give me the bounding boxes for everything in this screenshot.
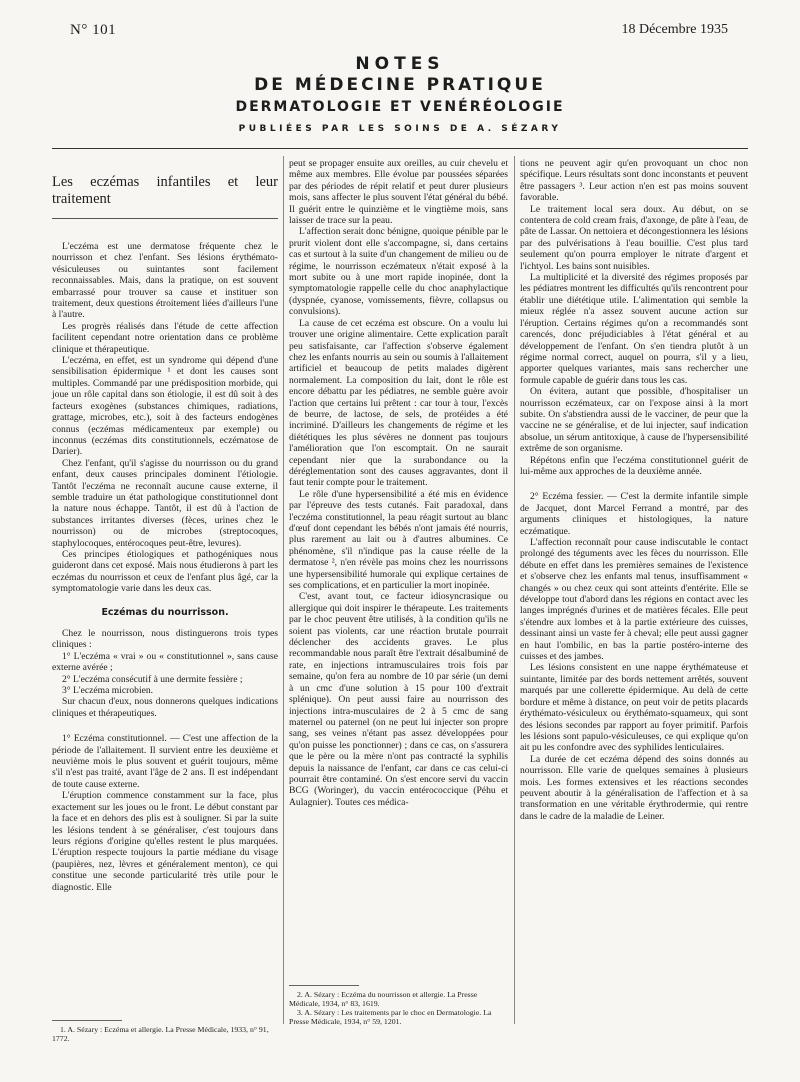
paragraph: Les progrès réalisés dans l'étude de cette affection facilitent cependant notre orientation dans ce problème clinique et thérapeutique.	[52, 320, 278, 355]
paragraph: La cause de cet eczéma est obscure. On a voulu lui trouver une origine alimentaire. Cette explication paraît peu satisfaisante, car l'affection s'observe également chez les enfants nourris au sein ou soumis à l'allaitement artificiel et beaucoup de petits malades digèrent normalement. La composition du lait, dont le rôle est encore débattu par les pédiatres, ne semble guère avoir l'action que certains lui prêtent : car tour à tour, l'excès de beurre, de lactose, de sels, de protéides a été incriminé. D'ailleurs les changements de régime et les diététiques les plus sévères ne donnent pas toujours l'amélioration que l'on escomptait. On ne saurait cependant nier que la surabondance ou la déréglementation sont des causes aggravantes, dont il faut tenir compte pour le traitement.	[289, 317, 508, 489]
paragraph: Chez l'enfant, qu'il s'agisse du nourrisson ou du grand enfant, deux causes principales dominent l'étiologie. Tantôt l'eczéma ne reconnaît aucune cause externe, il semble traduire un état pathologique constitutionnel dont la nature nous échappe. Tantôt, il est dû à l'action de substances irritantes diverses (fèces, urines chez le nourrisson) ou de microbes (streptocoques, staphylocoques, entérocoques peut-être, levures).	[52, 457, 278, 549]
masthead-line-1: NOTES	[355, 54, 445, 74]
issue-number: N° 101	[70, 22, 117, 38]
issue-date: 18 Décembre 1935	[621, 22, 728, 37]
column-3	[520, 158, 748, 822]
paragraph: Répétons enfin que l'eczéma constitutionnel guérit de lui-même aux approches de la deuxième année.	[520, 454, 748, 477]
column-divider-2	[514, 156, 515, 1024]
masthead-line-4: PUBLIÉES PAR LES SOINS DE A. SÉZARY	[238, 124, 562, 134]
paragraph: Le traitement local sera doux. Au début, on se contentera de cold cream frais, d'axonge, de pâte à l'eau, de pâte de Lassar. On nettoiera et décongestionnera les lésions par des pulvérisations à l'eau bouillie. C'est plus tard seulement qu'on pourra employer le nitrate d'argent et l'ichtyol. Les bains sont nuisibles.	[520, 203, 748, 272]
column-divider-1	[283, 156, 284, 1024]
paragraph: Le rôle d'une hypersensibilité a été mis en évidence par l'épreuve des tests cutanés. Fait paradoxal, dans l'eczéma constitutionnel, la peau réagit surtout au blanc d'œuf dont cependant les bébés n'ont jamais été nourris, plus rarement au lait ou à d'autres albumines. Ce phénomène, s'il n'indique pas la cause réelle de la dermatose ², n'en révèle pas moins chez les nourrissons une hypersensibilité humorale qui explique certaines de ses complications, et en particulier la mort inopinée.	[289, 488, 508, 592]
header-rule	[52, 148, 748, 149]
footnotes-column-1	[52, 1020, 278, 1043]
masthead-line-3: DERMATOLOGIE ET VENÉRÉOLOGIE	[235, 99, 565, 115]
list-item: 2° L'eczéma consécutif à une dermite fessière ;	[62, 673, 243, 685]
footnote-2: 2. A. Sézary : Eczéma du nourrisson et allergie. La Presse Médicale, 1934, n° 83, 1619.	[289, 990, 478, 1008]
list-item: 1° L'eczéma « vrai » ou « constitutionnel », sans cause externe avérée ;	[52, 650, 278, 674]
paragraph: Ces principes étiologiques et pathogéniques nous guideront dans cet exposé. Mais nous étudierons à part les eczémas du nourrisson et ceux de l'enfant plus âgé, car la symptomatologie varie dans les deux cas.	[52, 548, 278, 595]
footnote-rule	[52, 1020, 122, 1021]
paragraph: On évitera, autant que possible, d'hospitaliser un nourrisson eczémateux, car on l'expose ainsi à la mort subite. On s'abstiendra aussi de le vacciner, de peur que la vaccine ne se généralise, et de lui injecter, sauf indication absolue, un sérum antitoxique, à cause de l'hypersensibilité extrême de son organisme.	[520, 386, 748, 455]
title-rule	[52, 218, 278, 219]
footnote-rule	[289, 985, 359, 986]
masthead	[0, 54, 800, 138]
paragraph: Chez le nourrisson, nous distinguerons trois types cliniques :	[52, 628, 278, 651]
footnote-3: 3. A. Sézary : Les traitements par le choc en Dermatologie. La Presse Médicale, 1934, n° 59, 1201.	[289, 1008, 492, 1026]
paragraph: peut se propager ensuite aux oreilles, au cuir chevelu et même aux membres. Elle évolue par poussées séparées par des périodes de répit relatif et peut durer plusieurs mois, sans affecter le plus souvent l'état général du bébé. Il guérit entre le quinzième et le vingtième mois, sans laisser de trace sur la peau.	[289, 158, 508, 227]
column-1	[52, 174, 278, 893]
paragraph: 1° Eczéma constitutionnel. — C'est une affection de la période de l'allaitement. Il survient entre les deuxième et neuvième mois le plus souvent et guérit toujours, même s'il n'est pas traité, avant l'âge de 2 ans. Il est indépendant de toute cause externe.	[52, 733, 278, 790]
paragraph: tions ne peuvent agir qu'en provoquant un choc non spécifique. Leurs résultats sont donc inconstants et peuvent être passagers ³. Leur action n'en est pas moins souvent favorable.	[520, 158, 748, 204]
paragraph: La multiplicité et la diversité des régimes proposés par les pédiatres montrent les difficultés qu'ils rencontrent pour établir une diététique utile. L'alimentation qui semble la mieux réglée n'a assez souvent aucune action sur l'éruption. Certains régimes qu'on a recommandés sont carencés, donc préjudiciables à l'état général et au développement de l'enfant. On s'en tiendra plutôt à un régime normal correct, auquel on pourra, s'il y a lieu, apporter quelques variantes, mais sans rechercher une formule capable de guérir dans tous les cas.	[520, 272, 748, 386]
paragraph: C'est, avant tout, ce facteur idiosyncrasique ou allergique qui doit inspirer le thérapeute. Les traitements par le choc peuvent être utilisés, à la condition qu'ils ne soient pas violents, car une réaction brutale pourrait déclencher des accidents graves. Le plus recommandable nous paraît être l'extrait désalbuminé de rate, en injections intramusculaires trois fois par semaine, qu'on fera au nombre de 10 par série (un demi à un cmc d'une solution à 15 pour 100 d'extrait splénique). On peut aussi faire au nourrisson des injections intra-musculaires de 2 à 5 cmc de sang maternel ou paternel (on ne peut lui injecter son propre sang, ses veines n'étant pas assez développées pour qu'on puisse les ponctionner) ; dans ce cas, on s'assurera que le père ou la mère n'ont pas contracté la syphilis depuis la naissance de l'enfant, car dans ce cas celui-ci pourrait être contaminé. On s'est encore servi du vaccin BCG (Woringer), du vaccin entérococcique (Péhu et Aulagnier). Toutes ces médica-	[289, 591, 508, 808]
paragraph: L'éruption commence constamment sur la face, plus exactement sur les joues ou le front. Le début constant par la face et en dehors des plis est à souligner. Si par la suite les lésions tendent à se généraliser, c'est toujours dans leurs régions d'origine qu'elles restent le plus marquées. L'éruption respecte toujours la partie médiane du visage (paupières, nez, lèvres et généralement menton), ce qui constitue une seconde particularité très utile pour le diagnostic. Elle	[52, 790, 278, 893]
article-title: Les eczémas infantiles et leur traitement	[52, 174, 278, 207]
paragraph: L'eczéma, en effet, est un syndrome qui dépend d'une sensibilisation épidermique ¹ et dont les causes sont multiples. Commandé par une prédisposition morbide, qui joue un rôle capital dans son étiologie, il est dû soit à des facteurs exogènes (substances chimiques, radiations, grattage, microbes, etc.), soit à des facteurs endogènes connus (eczémas médicamenteux par exemple) ou inconnus (eczémas dits constitutionnels, eczématose de Darier).	[52, 355, 278, 458]
paragraph: L'affection reconnaît pour cause indiscutable le contact prolongé des téguments avec les fèces du nourrisson. Elle débute en effet dans les premières semaines de l'existence et s'observe chez les enfants mal tenus, insuffisamment « changés » ou chez ceux qui sont atteints d'entérite. Elle se développe tout d'abord dans les régions en contact avec les langes imprégnés d'urines et de matières fécales. Elle peut s'étendre aux lombes et à la partie extérieure des cuisses, dessinant ainsi un vaste fer à cheval; elle peut aussi gagner en haut l'ombilic, en bas la partie postéro-interne des cuisses et des jambes.	[520, 537, 748, 663]
paragraph: L'affection serait donc bénigne, quoique pénible par le prurit violent dont elle s'accompagne, si, dans certains cas et surtout à la suite d'un changement de milieu ou de régime, le nourrisson eczémateux n'était exposé à la mort subite ou à une mort rapide inopinée, dont la symptomatologie rappelle celle du choc anaphylactique (dyspnée, cyanose, vomissements, fièvre, collapsus ou convulsions).	[289, 226, 508, 318]
section-heading: Eczémas du nourrisson.	[101, 606, 229, 618]
paragraph: La durée de cet eczéma dépend des soins donnés au nourrisson. Elle varie de quelques semaines à plusieurs mois. Les formes extensives et les réactions secondes peuvent aboutir à la généralisation de l'affection et à sa transformation en une véritable érythrodermie, qui rentre dans le cadre de la maladie de Leiner.	[520, 753, 748, 822]
paragraph: Sur chacun d'eux, nous donnerons quelques indications cliniques et thérapeutiques.	[52, 696, 278, 719]
paragraph: Les lésions consistent en une nappe érythémateuse et suintante, limitée par des bords nettement arrêtés, souvent marqués par une collerette épidermique. Au delà de cette bordure et même à distance, on peut voir de petits placards érythémato-vésiculeux ou érythémato-squameux, qui sont des lésions secondes par rapport au foyer primitif. Parfois les lésions sont papulo-vésiculeuses, ce qui explique qu'on ait pu les confondre avec des syphilides lenticulaires.	[520, 662, 748, 754]
column-2	[289, 158, 508, 808]
footnotes-column-2	[289, 985, 508, 1026]
list-item: 3° L'eczéma microbien.	[62, 685, 154, 697]
masthead-line-2: DE MÉDECINE PRATIQUE	[254, 75, 546, 95]
paragraph: 2° Eczéma fessier. — C'est la dermite infantile simple de Jacquet, dont Marcel Ferrand a montré, par des arguments cliniques et histologiques, la nature eczématique.	[520, 491, 748, 537]
paragraph: L'eczéma est une dermatose fréquente chez le nourrisson et chez l'enfant. Ses lésions érythémato-vésiculeuses ou suintantes sont facilement reconnaissables. Mais, dans la pratique, on est souvent embarrassé pour trouver sa cause et instituer son traitement, deux questions étroitement liées d'ailleurs l'une à l'autre.	[52, 241, 278, 321]
footnote-1: 1. A. Sézary : Eczéma et allergie. La Presse Médicale, 1933, n° 91, 1772.	[52, 1025, 269, 1043]
